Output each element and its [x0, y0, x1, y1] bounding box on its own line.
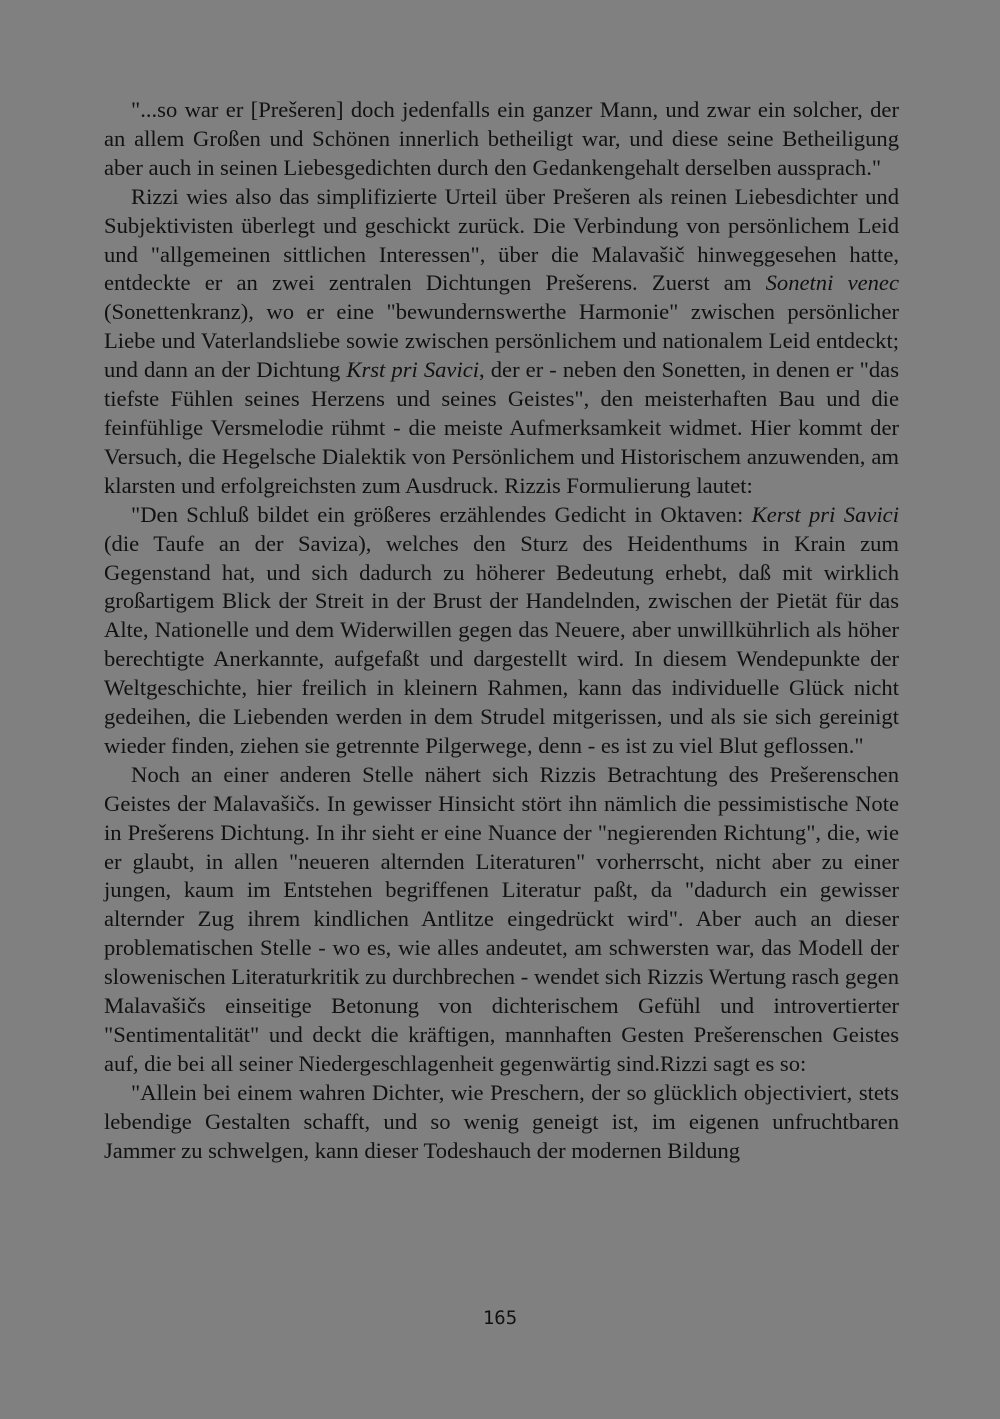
italic-title: Kerst pri Savici — [751, 501, 899, 527]
text-segment: "...so war er [Prešeren] doch jedenfalls ein ganzer Mann, und zwar ein solcher, der an allem Großen und Schönen innerlich betheiligt war, und diese seine Betheiligung aber auch in seinen Liebesgedichten durch den Gedankengehalt derselben aussprach." — [104, 97, 899, 180]
text-segment: , der er - neben den Sonetten, in denen er "das tiefste Fühlen seines Herzens und seines Geistes", den meisterhaften Bau und die feinfühlige Versmelodie rühmt - die meiste Aufmerksamkeit widmet. Hier kommt der Versuch, die Hegelsche Dialektik von Persönlichem und Historischem anzuwenden, am klarsten und erfolgreichsten zum Ausdruck. Rizzis Formulierung lautet: — [104, 357, 899, 498]
text-segment: "Den Schluß bildet ein größeres erzählendes Gedicht in Oktaven: — [131, 501, 752, 527]
italic-title: Sonetni venec — [765, 270, 899, 296]
text-segment: "Allein bei einem wahren Dichter, wie Preschern, der so glücklich objectiviert, stets lebendige Gestalten schafft, und so wenig geneigt ist, im eigenen unfruchtbaren Jammer zu schwelgen, kann dieser Todeshauch der modernen Bildung — [104, 1079, 899, 1163]
page-number: 165 — [482, 1307, 518, 1329]
body-text — [104, 96, 899, 1166]
paragraph — [104, 1079, 899, 1166]
text-segment: Noch an einer anderen Stelle nähert sich Rizzis Betrachtung des Prešerenschen Geistes der Malavašičs. In gewisser Hinsicht stört ihn nämlich die pessimistische Note in Prešerens Dichtung. In ihr sieht er eine Nuance der "negierenden Richtung", die, wie er glaubt, in allen "neueren alternden Literaturen" vorherrscht, nicht aber zu einer jungen, kaum im Entstehen begriffenen Literatur paßt, da "dadurch ein gewisser alternder Zug ihrem kindlichen Antlitze eingedrückt wird". Aber auch an dieser problematischen Stelle - wo es, wie alles andeutet, am schwersten war, das Modell der slowenischen Literaturkritik zu durchbrechen - wendet sich Rizzis Wertung rasch gegen Malavašičs einseitige Betonung von dichterischem Gefühl und introvertierter "Sentimentalität" und deckt die kräftigen, mannhaften Gesten Prešerenschen Geistes auf, die bei all seiner Niedergeschlagenheit gegenwärtig sind.Rizzi sagt es so: — [104, 761, 899, 1076]
text-segment: Rizzi wies also das simplifizierte Urteil über Prešeren als reinen Liebesdichter und Subjektivisten überlegt und geschickt zurück. Die Verbindung von persönlichem Leid und "allgemeinen sittlichen Interessen", über die Malavašič hinweggesehen hatte, entdeckte er an zwei zentralen Dichtungen Prešerens. Zuerst am — [104, 183, 899, 296]
paragraph — [104, 96, 899, 183]
text-segment: (die Taufe an der Saviza), welches den Sturz des Heidenthums in Krain zum Gegenstand hat, und sich dadurch zu höherer Bedeutung erhebt, daß mit wirklich großartigem Blick der Streit in der Brust der Handelnden, zwischen der Pietät für das Alte, Nationelle und dem Widerwillen gegen das Neuere, aber unwillkührlich als höher berechtigte Anerkannte, aufgefaßt und dargestellt wird. In diesem Wendepunkte der Weltgeschichte, hier freilich in kleinern Rahmen, kann das individuelle Glück nicht gedeihen, die Liebenden werden in dem Strudel mitgerissen, und als sie sich gereinigt wieder finden, ziehen sie getrennte Pilgerwege, denn - es ist zu viel Blut geflossen." — [104, 530, 899, 758]
paragraph — [104, 183, 899, 501]
text-segment: (Sonettenkranz), wo er eine "bewundernswerthe Harmonie" zwischen persönlicher Liebe und Vaterlandsliebe sowie zwischen persönlichem und nationalem Leid entdeckt; und dann an der Dichtung — [104, 299, 899, 383]
paragraph — [104, 501, 899, 761]
paragraph — [104, 761, 899, 1079]
italic-title: Krst pri Savici — [346, 357, 480, 383]
